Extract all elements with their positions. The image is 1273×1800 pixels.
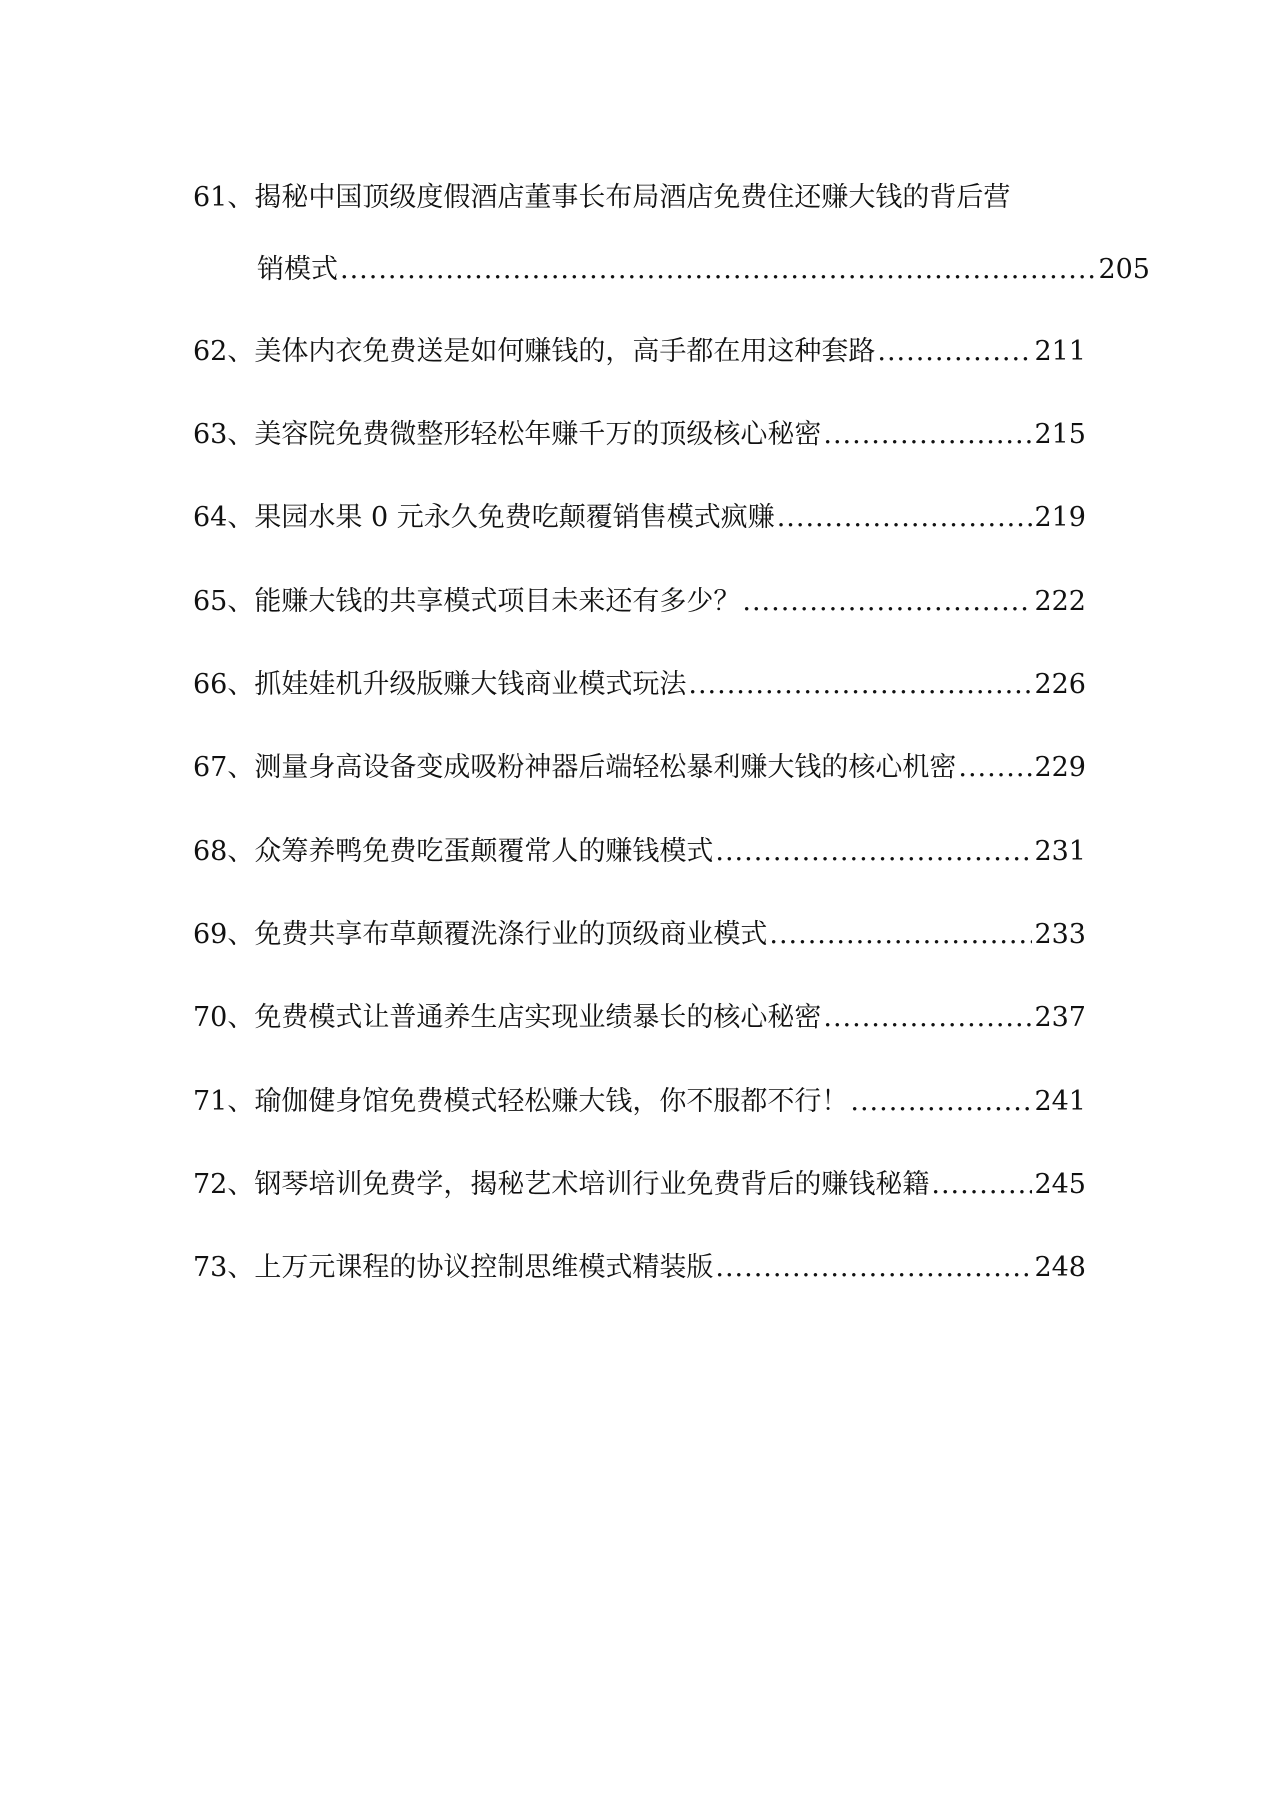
toc-entry-66[interactable] bbox=[193, 663, 1086, 707]
toc-entry-number: 62、 bbox=[193, 336, 255, 367]
toc-entry-page: 211 bbox=[1034, 336, 1086, 367]
dot-leader bbox=[823, 996, 1032, 1040]
dot-leader bbox=[715, 830, 1032, 874]
dot-leader bbox=[688, 663, 1032, 707]
toc-entry-page: 226 bbox=[1034, 669, 1086, 700]
toc-entry-73[interactable] bbox=[193, 1246, 1086, 1290]
toc-entry-page: 205 bbox=[1098, 254, 1150, 285]
toc-entry-64[interactable] bbox=[193, 496, 1086, 540]
toc-entry-title: 众筹养鸭免费吃蛋颠覆常人的赚钱模式 bbox=[254, 836, 714, 867]
toc-entry-title: 测量身高设备变成吸粉神器后端轻松暴利赚大钱的核心机密 bbox=[254, 752, 957, 783]
toc-entry-69[interactable] bbox=[193, 913, 1086, 957]
toc-entry-page: 231 bbox=[1034, 836, 1086, 867]
dot-leader bbox=[958, 746, 1032, 790]
toc-entry-63[interactable] bbox=[193, 413, 1086, 457]
toc-entry-page: 222 bbox=[1034, 586, 1086, 617]
toc-entry-number: 67、 bbox=[193, 752, 255, 783]
toc-entry-title-line2 bbox=[193, 248, 1150, 292]
toc-entry-title: 能赚大钱的共享模式项目未来还有多少？ bbox=[254, 586, 741, 617]
toc-entry-67[interactable] bbox=[193, 746, 1086, 790]
toc-entry-title: 果园水果 0 元永久免费吃颠覆销售模式疯赚 bbox=[254, 502, 775, 533]
toc-entry-number: 70、 bbox=[193, 1002, 255, 1033]
toc-entry-62[interactable] bbox=[193, 330, 1086, 374]
toc-entry-title-line1 bbox=[193, 176, 1086, 220]
dot-leader bbox=[715, 1246, 1032, 1290]
toc-entry-number: 69、 bbox=[193, 919, 255, 950]
toc-entry-title: 免费共享布草颠覆洗涤行业的顶级商业模式 bbox=[254, 919, 768, 950]
toc-entry-number: 64、 bbox=[193, 502, 255, 533]
toc-entry-number: 61、 bbox=[193, 182, 255, 213]
toc-entry-title: 销模式 bbox=[257, 254, 338, 285]
dot-leader bbox=[769, 913, 1032, 957]
toc-entry-title: 抓娃娃机升级版赚大钱商业模式玩法 bbox=[254, 669, 687, 700]
dot-leader bbox=[877, 330, 1032, 374]
toc-entry-number: 72、 bbox=[193, 1169, 255, 1200]
toc-entry-title: 瑜伽健身馆免费模式轻松赚大钱，你不服都不行！ bbox=[254, 1086, 849, 1117]
toc-entry-number: 66、 bbox=[193, 669, 255, 700]
dot-leader bbox=[777, 496, 1033, 540]
toc-entry-70[interactable] bbox=[193, 996, 1086, 1040]
toc-entry-number: 65、 bbox=[193, 586, 255, 617]
toc-entry-page: 245 bbox=[1034, 1169, 1086, 1200]
dot-leader bbox=[850, 1080, 1032, 1124]
toc-entry-number: 71、 bbox=[193, 1086, 255, 1117]
toc-entry-title: 钢琴培训免费学，揭秘艺术培训行业免费背后的赚钱秘籍 bbox=[254, 1169, 930, 1200]
toc-entry-number: 63、 bbox=[193, 419, 255, 450]
toc-entry-title: 美体内衣免费送是如何赚钱的，高手都在用这种套路 bbox=[254, 336, 876, 367]
toc-entry-title: 揭秘中国顶级度假酒店董事长布局酒店免费住还赚大钱的背后营 bbox=[254, 182, 1011, 213]
toc-entry-72[interactable] bbox=[193, 1163, 1086, 1207]
toc-entry-61[interactable] bbox=[193, 176, 1150, 292]
toc-entry-71[interactable] bbox=[193, 1080, 1086, 1124]
toc-entry-page: 233 bbox=[1034, 919, 1086, 950]
toc-entry-page: 215 bbox=[1034, 419, 1086, 450]
dot-leader bbox=[931, 1163, 1032, 1207]
dot-leader bbox=[340, 248, 1096, 292]
toc-entry-number: 68、 bbox=[193, 836, 255, 867]
toc-entry-page: 241 bbox=[1034, 1086, 1086, 1117]
dot-leader bbox=[823, 413, 1032, 457]
toc-entry-page: 237 bbox=[1034, 1002, 1086, 1033]
toc-entry-title: 上万元课程的协议控制思维模式精装版 bbox=[254, 1252, 714, 1283]
toc-entry-page: 248 bbox=[1034, 1252, 1086, 1283]
toc-entry-title: 免费模式让普通养生店实现业绩暴长的核心秘密 bbox=[254, 1002, 822, 1033]
toc-entry-68[interactable] bbox=[193, 830, 1086, 874]
toc-entry-65[interactable] bbox=[193, 580, 1086, 624]
toc-entry-number: 73、 bbox=[193, 1252, 255, 1283]
toc-entry-title: 美容院免费微整形轻松年赚千万的顶级核心秘密 bbox=[254, 419, 822, 450]
dot-leader bbox=[742, 580, 1032, 624]
toc-entry-page: 219 bbox=[1034, 502, 1086, 533]
toc-entry-page: 229 bbox=[1034, 752, 1086, 783]
